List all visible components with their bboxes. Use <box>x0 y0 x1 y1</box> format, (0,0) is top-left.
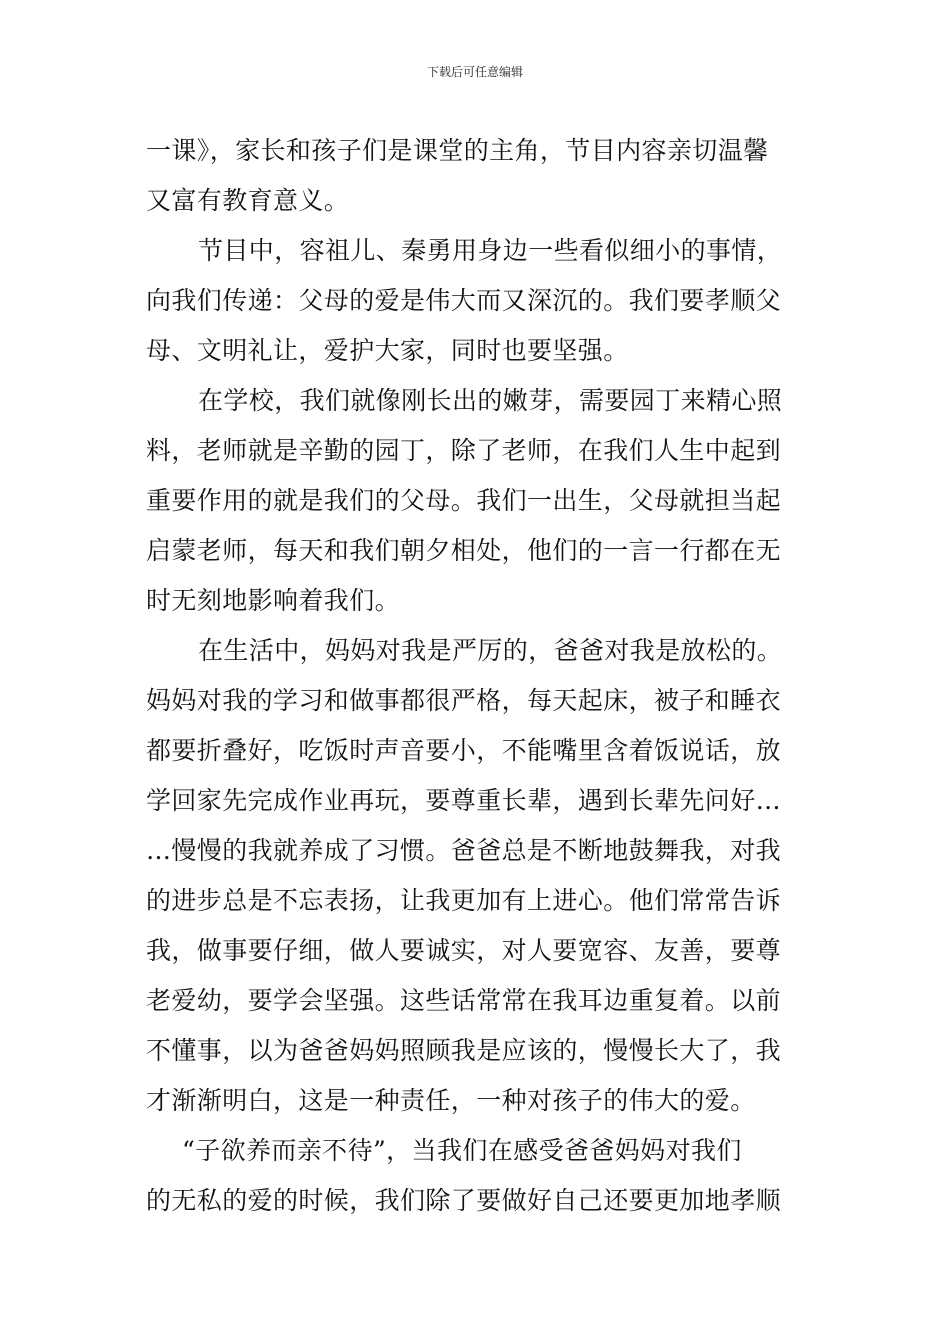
text-line: 我，做事要仔细，做人要诚实，对人要宽容、友善，要尊 <box>146 936 782 965</box>
text-line: 妈妈对我的学习和做事都很严格，每天起床，被子和睡衣 <box>146 686 782 715</box>
text-line: 一课》，家长和孩子们是课堂的主角，节目内容亲切温馨 <box>146 136 769 165</box>
text-line: 的进步总是不忘表扬，让我更加有上进心。他们常常告诉 <box>146 886 782 915</box>
paragraph-start-line: 在学校，我们就像刚长出的嫩芽，需要园丁来精心照 <box>198 386 783 415</box>
text-line: 料，老师就是辛勤的园丁，除了老师，在我们人生中起到 <box>146 436 782 465</box>
text-line: 都要折叠好，吃饭时声音要小，不能嘴里含着饭说话，放 <box>146 736 782 765</box>
document-body <box>146 126 816 1226</box>
text-line: 启蒙老师，每天和我们朝夕相处，他们的一言一行都在无 <box>146 536 782 565</box>
text-line: 不懂事，以为爸爸妈妈照顾我是应该的，慢慢长大了，我 <box>146 1036 782 1065</box>
paragraph-start-line: “子欲养而亲不待”，当我们在感受爸爸妈妈对我们 <box>182 1136 742 1165</box>
text-line: 又富有教育意义。 <box>146 186 350 215</box>
text-line: 才渐渐明白，这是一种责任，一种对孩子的伟大的爱。 <box>146 1086 756 1115</box>
paragraph-start-line: 节目中，容祖儿、秦勇用身边一些看似细小的事情， <box>198 236 783 265</box>
text-line: 重要作用的就是我们的父母。我们一出生，父母就担当起 <box>146 486 782 515</box>
text-line: 向我们传递：父母的爱是伟大而又深沉的。我们要孝顺父 <box>146 286 782 315</box>
text-line: …慢慢的我就养成了习惯。爸爸总是不断地鼓舞我，对我 <box>146 836 782 865</box>
text-line: 学回家先完成作业再玩，要尊重长辈，遇到长辈先问好… <box>146 786 782 815</box>
text-line: 母、文明礼让，爱护大家，同时也要坚强。 <box>146 336 629 365</box>
text-line: 的无私的爱的时候，我们除了要做好自己还要更加地孝顺 <box>146 1186 782 1215</box>
paragraph-start-line: 在生活中，妈妈对我是严厉的，爸爸对我是放松的。 <box>198 636 783 665</box>
text-line: 时无刻地影响着我们。 <box>146 586 401 615</box>
page-header: 下载后可任意编辑 <box>426 65 523 79</box>
text-line: 老爱幼，要学会坚强。这些话常常在我耳边重复着。以前 <box>146 986 782 1015</box>
